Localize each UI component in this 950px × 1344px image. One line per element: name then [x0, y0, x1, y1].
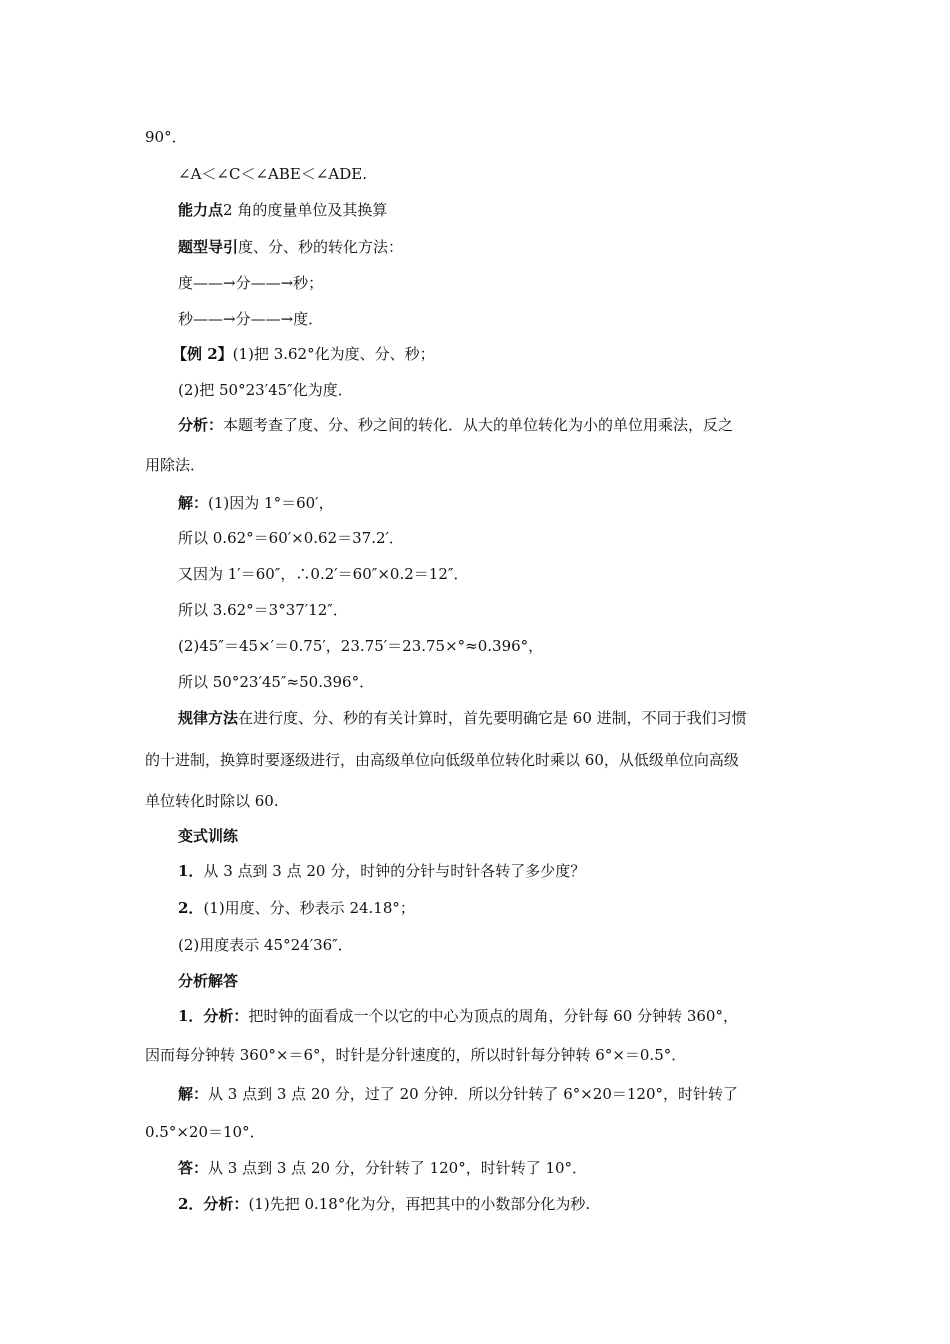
line-text: ∠A＜∠C＜∠ABE＜∠ADE. — [178, 165, 367, 183]
text-line — [145, 1044, 686, 1066]
text-line — [145, 1121, 265, 1143]
text-line — [178, 527, 404, 549]
example-heading — [172, 343, 435, 365]
line-text: (1)先把 0.18°化为分，再把其中的小数部分化为秒. — [248, 1195, 591, 1213]
bold-label: 解： — [178, 494, 209, 512]
line-text: (1)因为 1°＝60′， — [208, 494, 334, 512]
bold-label: 变式训练 — [178, 827, 239, 845]
answer-line — [178, 1157, 587, 1179]
line-text: (1)把 3.62°化为度、分、秒； — [232, 345, 435, 363]
text-line — [145, 790, 279, 812]
line-text: 所以 3.62°＝3°37′12″． — [178, 601, 348, 619]
question-guide-heading — [178, 236, 403, 258]
bold-label: 2．分析： — [178, 1195, 249, 1213]
line-text: (2)45″＝45×′＝0.75′，23.75′＝23.75×°≈0.396°， — [178, 637, 544, 655]
line-text: 从 3 点到 3 点 20 分，分针转了 120°，时针转了 10°． — [208, 1159, 588, 1177]
bold-label: 题型导引 — [178, 238, 239, 256]
text-line — [178, 599, 348, 621]
method-line — [178, 707, 747, 729]
line-text: 2 角的度量单位及其换算 — [223, 201, 388, 219]
line-text: 又因为 1′＝60″，∴0.2′＝60″×0.2＝12″． — [178, 565, 469, 583]
text-line — [178, 272, 323, 294]
bold-label: 【例 2】 — [172, 345, 233, 363]
analysis-answer-heading — [178, 970, 238, 992]
ability-point-heading — [178, 199, 387, 221]
bold-label: 分析： — [178, 416, 224, 434]
line-text: 所以 0.62°＝60′×0.62＝37.2′． — [178, 529, 404, 547]
solution-line — [178, 1083, 738, 1105]
solution-line — [178, 492, 334, 514]
answer-2-analysis — [178, 1193, 590, 1215]
line-text: 在进行度、分、秒的有关计算时，首先要明确它是 60 进制，不同于我们习惯 — [238, 709, 747, 727]
line-text: 因而每分钟转 360°×＝6°，时针是分针速度的，所以时针每分钟转 6°×＝0.5°． — [145, 1046, 687, 1064]
bold-label: 1． — [178, 862, 204, 880]
text-line — [178, 563, 468, 585]
line-text: 0.5°×20＝10°． — [145, 1123, 265, 1141]
bold-label: 分析解答 — [178, 972, 239, 990]
line-text: 用除法． — [145, 456, 206, 474]
exercise-2 — [178, 897, 415, 919]
line-text: 单位转化时除以 60. — [145, 792, 279, 810]
answer-1-analysis — [178, 1005, 738, 1027]
line-text: 从 3 点到 3 点 20 分，过了 20 分钟．所以分针转了 6°×20＝120°，时针转了 — [208, 1085, 739, 1103]
text-line — [145, 454, 205, 476]
text-line — [145, 126, 187, 148]
analysis-line — [178, 414, 733, 436]
text-line — [178, 671, 374, 693]
text-line — [178, 635, 543, 657]
bold-label: 答： — [178, 1159, 209, 1177]
text-line — [178, 379, 353, 401]
text-line — [178, 934, 353, 956]
line-text: (2)用度表示 45°24′36″． — [178, 936, 353, 954]
line-text: 度——→分——→秒； — [178, 274, 324, 292]
text-line — [178, 308, 323, 330]
line-text: 度、分、秒的转化方法： — [238, 238, 404, 256]
line-text: 本题考查了度、分、秒之间的转化．从大的单位转化为小的单位用乘法，反之 — [223, 416, 734, 434]
text-line — [178, 163, 367, 185]
line-text: 的十进制，换算时要逐级进行，由高级单位向低级单位转化时乘以 60，从低级单位向高级 — [145, 751, 739, 769]
text-line — [145, 749, 739, 771]
line-text: 把时钟的面看成一个以它的中心为顶点的周角，分针每 60 分钟转 360°， — [248, 1007, 738, 1025]
bold-label: 解： — [178, 1085, 209, 1103]
bold-label: 规律方法 — [178, 709, 239, 727]
line-text: 90°． — [145, 128, 187, 146]
line-text: 秒——→分——→度． — [178, 310, 324, 328]
line-text: 从 3 点到 3 点 20 分，时钟的分针与时针各转了多少度？ — [203, 862, 586, 880]
exercise-1 — [178, 860, 585, 882]
variant-training-heading — [178, 825, 238, 847]
bold-label: 1．分析： — [178, 1007, 249, 1025]
line-text: (2)把 50°23′45″化为度． — [178, 381, 353, 399]
line-text: (1)用度、分、秒表示 24.18°； — [203, 899, 415, 917]
bold-label: 能力点 — [178, 201, 224, 219]
bold-label: 2． — [178, 899, 204, 917]
line-text: 所以 50°23′45″≈50.396°． — [178, 673, 375, 691]
